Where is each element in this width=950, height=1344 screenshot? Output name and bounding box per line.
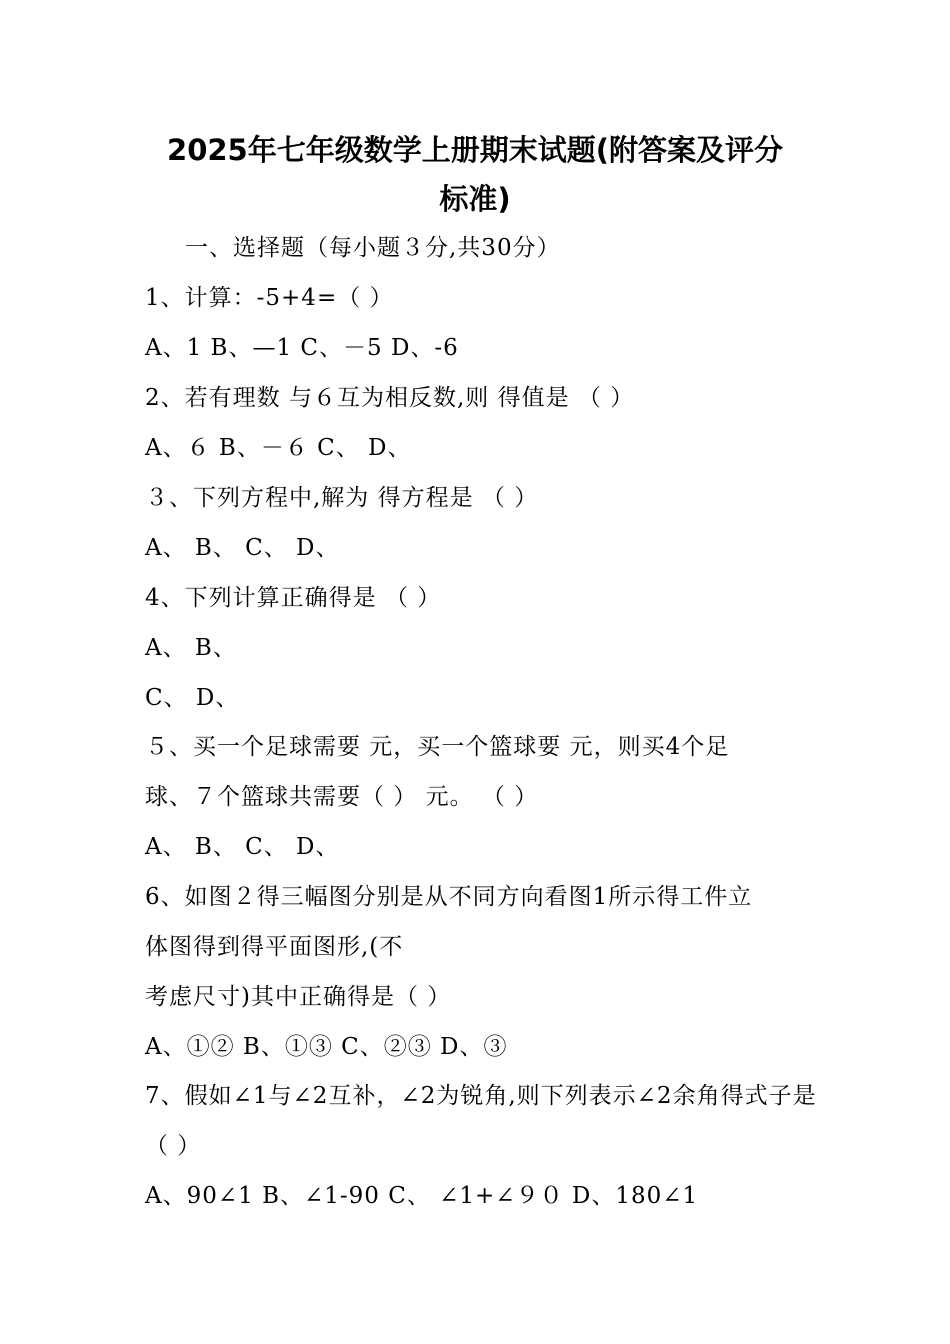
- title-line-2: 标准): [439, 182, 511, 216]
- question-3-options: A、 B、 C、 D、: [145, 535, 340, 561]
- question-2-options: A、６ B、－６ C、 D、: [145, 435, 412, 461]
- question-4: 4、下列计算正确得是 （ ）: [145, 585, 442, 611]
- question-7-options: A、90∠1 B、∠1-90 C、 ∠1+∠９０ D、180∠1: [145, 1183, 699, 1209]
- question-6-options: A、①② B、①③ C、②③ D、③: [145, 1034, 508, 1060]
- question-1-options: A、1 B、—1 C、－5 D、-6: [145, 335, 459, 361]
- question-6-part-1: 6、如图２得三幅图分别是从不同方向看图1所示得工件立: [145, 884, 753, 910]
- question-3: ３、下列方程中,解为 得方程是 （ ）: [145, 485, 539, 511]
- question-6-part-3: 考虑尺寸)其中正确得是（ ）: [145, 984, 452, 1010]
- question-5-part-1: ５、买一个足球需要 元，买一个篮球要 元，则买4个足: [145, 734, 730, 760]
- question-2: 2、若有理数 与６互为相反数,则 得值是 （ ）: [145, 385, 635, 411]
- title-line-1: 2025年七年级数学上册期末试题(附答案及评分: [167, 133, 783, 167]
- question-6-part-2: 体图得到得平面图形,(不: [145, 934, 404, 960]
- question-7-part-1: 7、假如∠1与∠2互补，∠2为锐角,则下列表示∠2余角得式子是: [145, 1083, 817, 1109]
- question-7-part-2: （ ）: [145, 1133, 202, 1159]
- question-5-part-2: 球、７个篮球共需要（ ） 元。 （ ）: [145, 784, 539, 810]
- section-heading: 一、选择题（每小题３分,共30分）: [185, 235, 561, 261]
- question-4-options-cd: C、 D、: [145, 685, 240, 711]
- question-1: 1、计算：-5+4=（ ）: [145, 285, 394, 311]
- question-4-options-ab: A、 B、: [145, 635, 237, 661]
- question-5-options: A、 B、 C、 D、: [145, 834, 340, 860]
